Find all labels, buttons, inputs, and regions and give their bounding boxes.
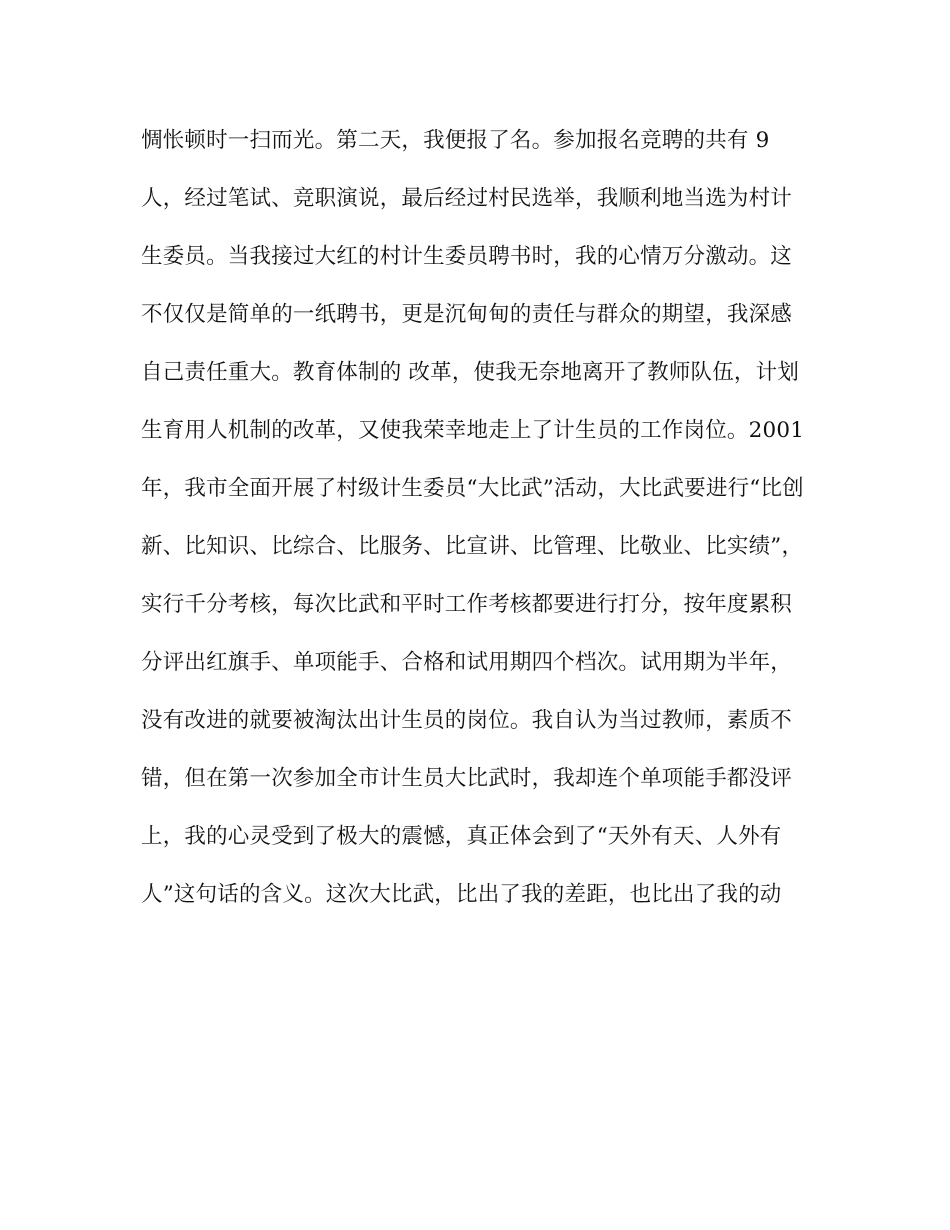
- text-line: 年，我市全面开展了村级计生委员“大比武”活动，大比武要进行“比创: [141, 476, 804, 501]
- text-line: 惆怅顿时一扫而光。第二天，我便报了名。参加报名竞聘的共有 9: [141, 128, 770, 153]
- text-line: 上，我的心灵受到了极大的震憾，真正体会到了“天外有天、人外有: [141, 824, 782, 849]
- text-line: 自己责任重大。教育体制的 改革，使我无奈地离开了教师队伍，计划: [141, 360, 800, 385]
- text-line: 实行千分考核，每次比武和平时工作考核都要进行打分，按年度累积: [141, 592, 793, 617]
- text-line: 不仅仅是简单的一纸聘书，更是沉甸甸的责任与群众的期望，我深感: [141, 302, 793, 327]
- text-line: 生育用人机制的改革，又使我荣幸地走上了计生员的工作岗位。2001: [141, 418, 805, 443]
- text-line: 新、比知识、比综合、比服务、比宣讲、比管理、比敬业、比实绩”，: [141, 534, 804, 559]
- text-line: 生委员。当我接过大红的村计生委员聘书时，我的心情万分激动。这: [141, 244, 793, 269]
- text-line: 人”这句话的含义。这次大比武，比出了我的差距，也比出了我的动: [141, 882, 782, 907]
- text-line: 人，经过笔试、竞职演说，最后经过村民选举，我顺利地当选为村计: [141, 186, 793, 211]
- body-text: [141, 121, 811, 933]
- text-line: 错，但在第一次参加全市计生员大比武时，我却连个单项能手都没评: [141, 766, 793, 791]
- text-line: 没有改进的就要被淘汰出计生员的岗位。我自认为当过教师，素质不: [141, 708, 793, 733]
- text-line: 分评出红旗手、单项能手、合格和试用期四个档次。试用期为半年，: [141, 650, 793, 675]
